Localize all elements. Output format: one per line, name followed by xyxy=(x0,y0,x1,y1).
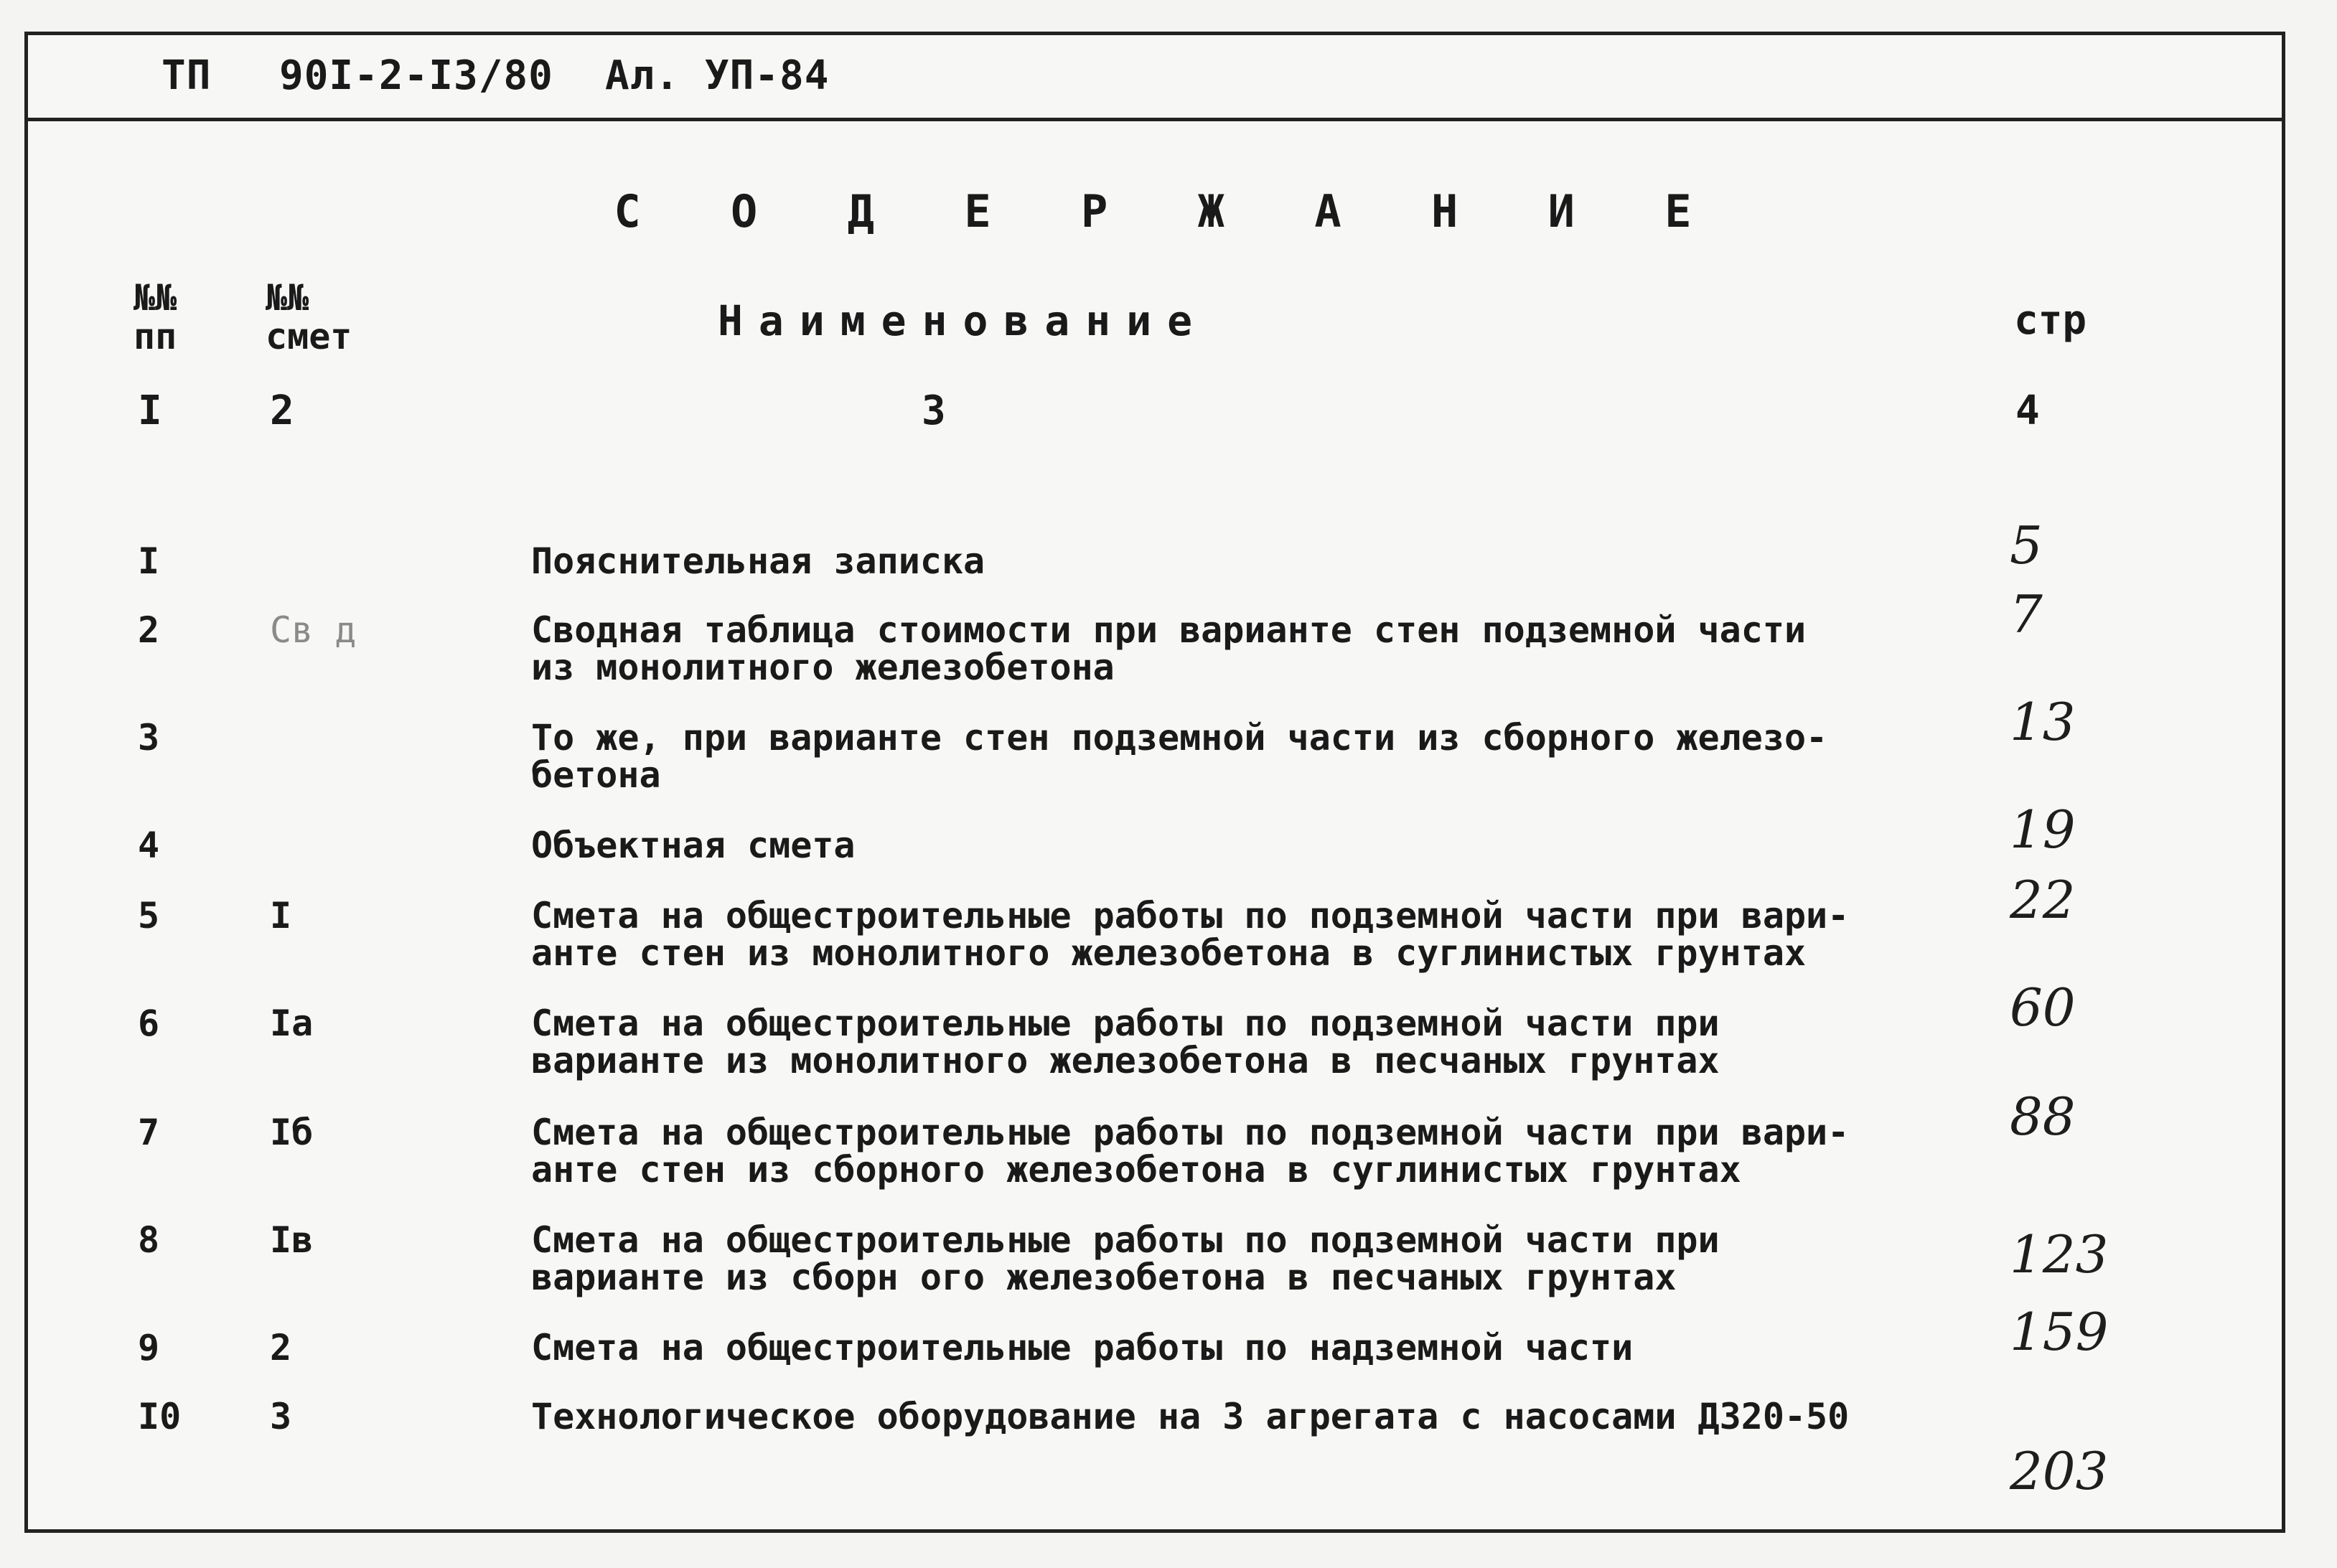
row-estimate: Iв xyxy=(270,1219,314,1261)
row-name: Пояснительная записка xyxy=(531,540,985,582)
row-page: 22 xyxy=(2010,870,2076,930)
row-name: То же, при варианте стен подземной части из сборного железо- бетона xyxy=(531,717,1828,796)
column-header-name: Наименование xyxy=(718,296,1209,345)
row-estimate: Iб xyxy=(270,1112,314,1153)
row-estimate: 3 xyxy=(270,1396,292,1437)
row-name: Смета на общестроительные работы по подземной части при варианте из сборн ого железобетона в песчаных грунтах xyxy=(531,1219,1720,1298)
row-page: 123 xyxy=(2010,1224,2109,1285)
row-estimate: I xyxy=(270,895,292,936)
column-index-3: 3 xyxy=(922,388,946,434)
row-name: Смета на общестроительные работы по подземной части при варианте из монолитного железобетона в песчаных грунтах xyxy=(531,1003,1720,1081)
row-number: 9 xyxy=(138,1327,160,1369)
header-album: Ал. УП-84 xyxy=(605,52,830,99)
row-name: Смета на общестроительные работы по подземной части при вари- анте стен из монолитного железобетона в суглинистых грунтах xyxy=(531,895,1850,974)
row-page: 88 xyxy=(2010,1086,2076,1147)
column-header-estimate: №№ смет xyxy=(266,277,352,357)
page-title: С О Д Е Р Ж А Н И Е xyxy=(614,185,1723,238)
header-strip xyxy=(28,35,2282,121)
header-series: ТП xyxy=(161,52,212,99)
header-document-number: 90I-2-I3/80 xyxy=(279,52,553,99)
row-name: Смета на общестроительные работы по надземной части xyxy=(531,1327,1634,1369)
row-number: 4 xyxy=(138,825,160,866)
row-number: I xyxy=(138,540,160,582)
column-index-1: I xyxy=(138,388,162,434)
row-page: 7 xyxy=(2010,584,2043,644)
column-index-2: 2 xyxy=(270,388,294,434)
row-number: 5 xyxy=(138,895,160,936)
row-page: 5 xyxy=(2010,515,2043,576)
row-name: Сводная таблица стоимости при варианте стен подземной части из монолитного железобетона xyxy=(531,609,1807,688)
row-number: I0 xyxy=(138,1396,182,1437)
row-estimate: Iа xyxy=(270,1003,314,1044)
column-header-page: стр xyxy=(2014,297,2087,344)
row-page: 203 xyxy=(2010,1441,2109,1501)
row-number: 7 xyxy=(138,1112,160,1153)
row-name: Технологическое оборудование на 3 агрегата с насосами Д320-50 xyxy=(531,1396,1850,1437)
row-number: 8 xyxy=(138,1219,160,1261)
row-page: 60 xyxy=(2010,977,2076,1038)
row-name: Смета на общестроительные работы по подземной части при вари- анте стен из сборного железобетона в суглинистых грунтах xyxy=(531,1112,1850,1191)
row-estimate: 2 xyxy=(270,1327,292,1369)
row-number: 6 xyxy=(138,1003,160,1044)
column-header-number: №№ пп xyxy=(134,277,177,357)
row-number: 3 xyxy=(138,717,160,759)
row-name: Объектная смета xyxy=(531,825,856,866)
row-page: 19 xyxy=(2010,799,2076,860)
row-number: 2 xyxy=(138,609,160,651)
column-index-4: 4 xyxy=(2015,388,2040,434)
row-page: 13 xyxy=(2010,692,2076,752)
row-page: 159 xyxy=(2010,1302,2109,1362)
row-estimate: Св д xyxy=(270,609,357,651)
